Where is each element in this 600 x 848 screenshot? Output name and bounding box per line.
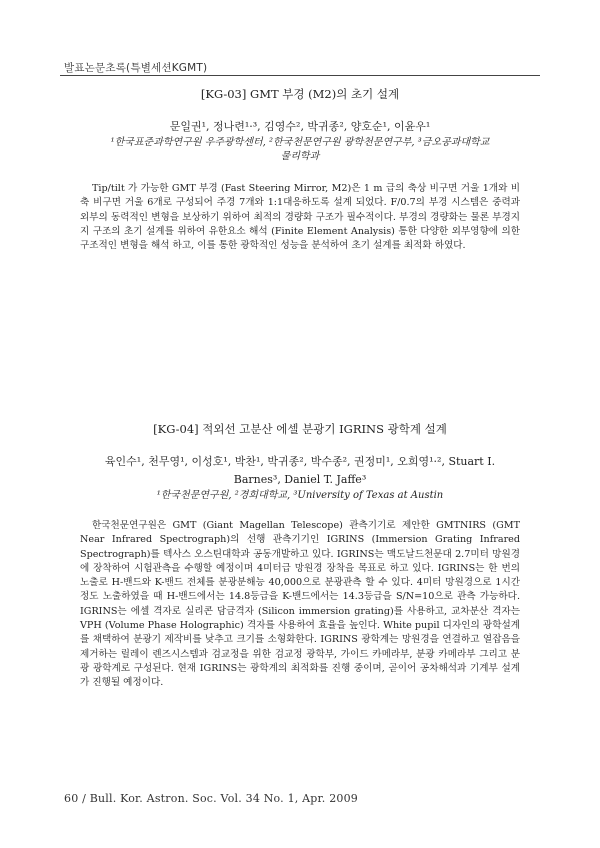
- article-title: [KG-04] 적외선 고분산 에셀 분광기 IGRINS 광학계 설계: [153, 422, 447, 436]
- author-list: 문일권¹, 정나련¹·³, 김영수², 박귀종², 양호순¹, 이윤우¹: [169, 120, 431, 133]
- header-rule: [60, 75, 540, 76]
- article-kg-04: [80, 421, 520, 691]
- running-header: 발표논문초록(특별세션KGMT): [64, 62, 208, 74]
- page-footer: 60 / Bull. Kor. Astron. Soc. Vol. 34 No. 1, Apr. 2009: [64, 792, 358, 805]
- article-title: [KG-03] GMT 부경 (M2)의 초기 설계: [200, 87, 400, 101]
- author-list-continued: Barnes³, Daniel T. Jaffe³: [233, 473, 367, 486]
- article-kg-03: [80, 86, 520, 253]
- author-list: 육인수¹, 천무영¹, 이성호¹, 박찬¹, 박귀종², 박수종², 권정미¹, 오희영¹·², Stuart I.: [104, 455, 496, 468]
- affiliation-line: ¹한국천문연구원, ²경희대학교, ³University of Texas at Austin: [156, 490, 444, 501]
- affiliation-line: 물리학과: [280, 151, 320, 162]
- abstract-text: Tip/tilt 가 가능한 GMT 부경 (Fast Steering Mirror, M2)은 1 m 급의 축상 비구면 거울 1개와 비축 비구면 거울 6개로 구성되어 주경 7개와 1:1대응하도록 설계 되었다. F/0.7의 부경 시스템은 중력과 외부의 동력적인 변형을 보상하기 위하여 최적의 경량화 구조가 필수적이다. 부경의 경량화는 물론 부경지지 구조의 초기 설계를 위하여 유한요소 해석 (Finite Element Analysis) 통한 다양한 외부영향에 의한 구조적인 변형을 해석 하고, 이를 통한 광학적인 성능을 분석하여 초기 설계를 최적화 하였다.: [80, 183, 520, 252]
- abstract-text: 한국천문연구원은 GMT (Giant Magellan Telescope) 관측기기로 제안한 GMTNIRS (GMT Near Infrared Spectrograph)의 선행 관측기기인 IGRINS (Immersion Grating Infrared Spectrograph)를 텍사스 오스틴대학과 공동개발하고 있다. IGRINS는 맥도날드천문대 2.7미터 망원경에 장착하여 시험관측을 수행할 예정이며 4미터급 망원경 장착을 목표로 하고 있다. IGRINS는 한 번의 노출로 H-밴드와 K-밴드 전체를 분광분해능 40,000으로 분광관측 할 수 있다. 4미터 망원경으로 1시간 정도 노출하였을 때 H-밴드에서는 14.8등급을 K-밴드에서는 14.3등급을 S/N=10으로 관측 가능하다. IGRINS는 에셀 격자로 실리콘 담금격자 (Silicon immersion grating)를 사용하고, 교차분산 격자는 VPH (Volume Phase Holographic) 격자를 사용하여 효율을 높인다. White pupil 디자인의 광학설계를 채택하여 분광기 제작비를 낮추고 크기를 소형화한다. IGRINS 광학계는 망원경을 연결하고 열잡음을 제거하는 릴레이 렌즈시스템과 검교정을 위한 검교정 광학부, 가이드 카메라부, 분광 카메라부 그리고 분광 광학계로 구성된다. 현재 IGRINS는 광학계의 최적화를 진행 중이며, 곧이어 공차해석과 기계부 설계가 진행될 예정이다.: [80, 520, 520, 689]
- affiliation-line: ¹한국표준과학연구원 우주광학센터, ²한국천문연구원 광학천문연구부, ³금오공과대학교: [110, 137, 490, 148]
